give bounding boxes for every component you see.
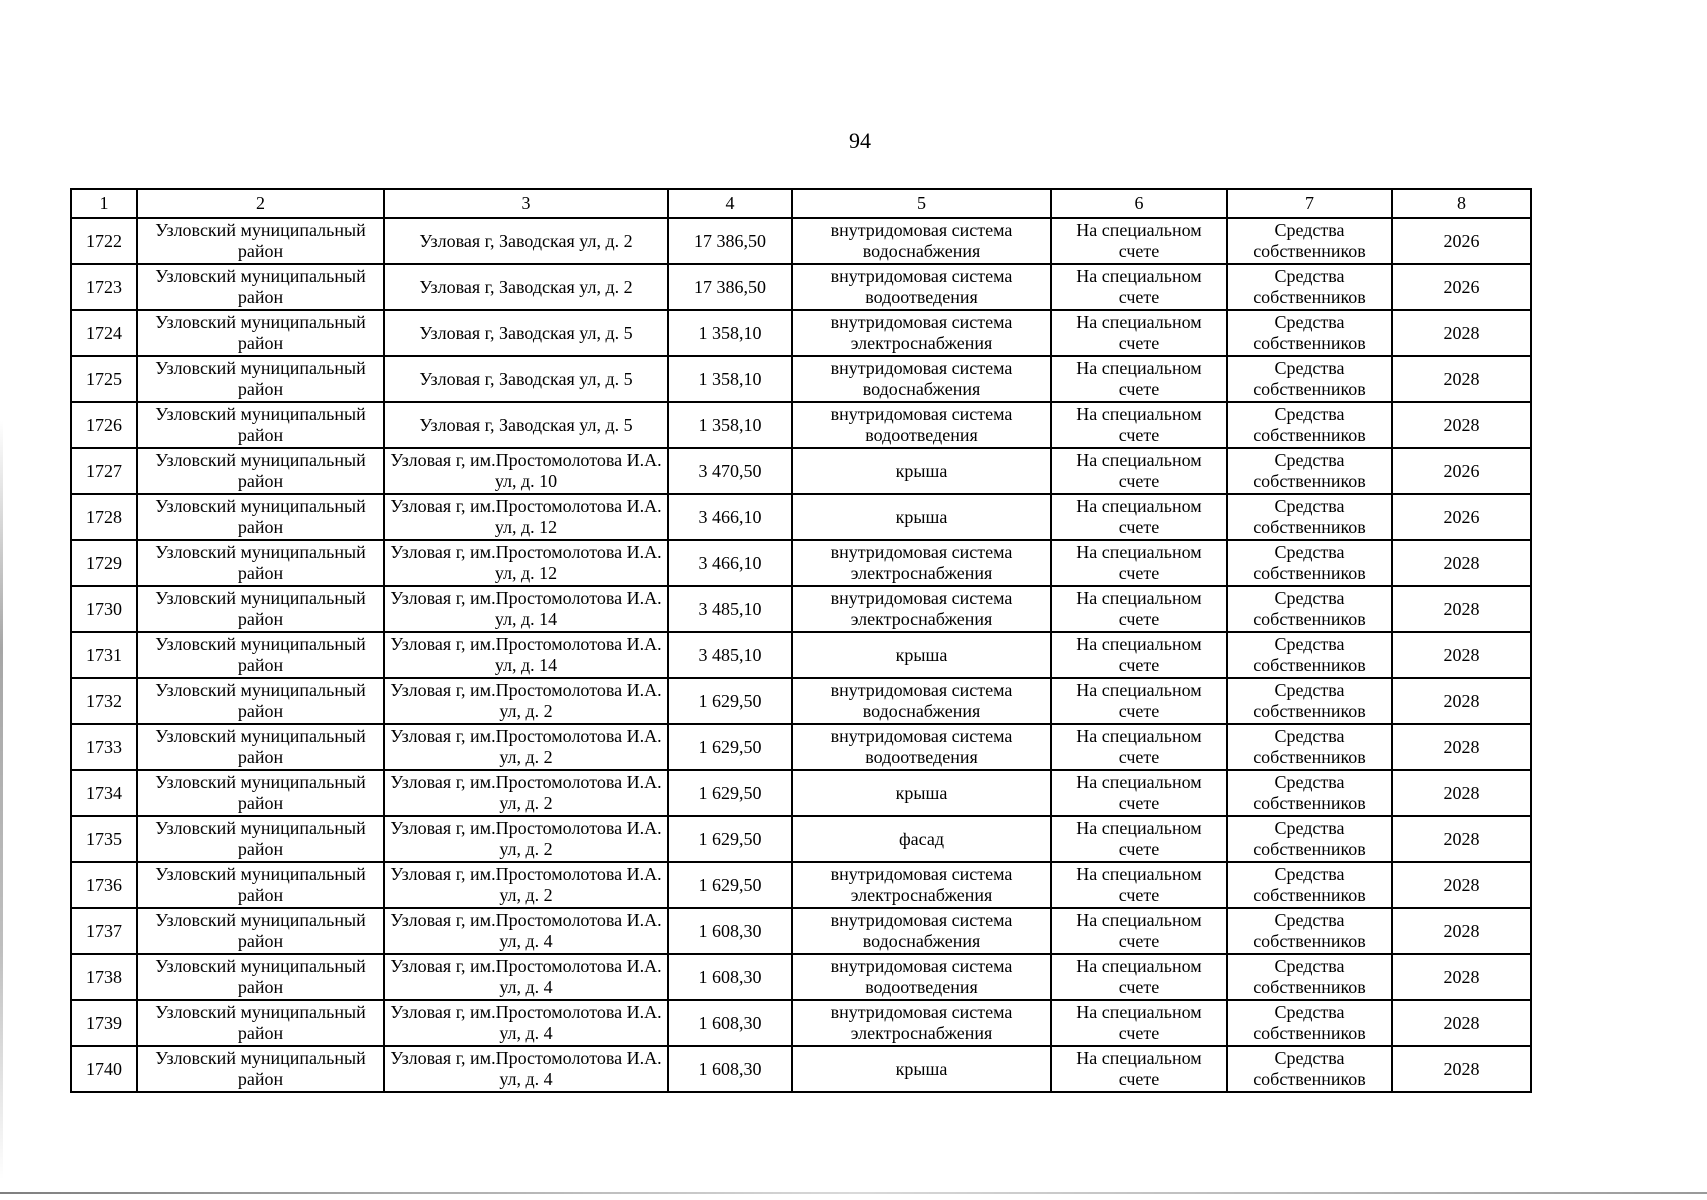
area-cell: 1 629,50 [668, 816, 792, 862]
funding-source-cell: Средства собственников [1227, 1000, 1392, 1046]
fund-method-cell: На специальном счете [1051, 264, 1227, 310]
fund-method-cell: На специальном счете [1051, 770, 1227, 816]
district-cell: Узловский муниципальный район [137, 954, 384, 1000]
year-cell: 2026 [1392, 218, 1531, 264]
district-cell: Узловский муниципальный район [137, 356, 384, 402]
fund-method-cell: На специальном счете [1051, 402, 1227, 448]
fund-method-cell: На специальном счете [1051, 862, 1227, 908]
table-row [71, 402, 1531, 448]
area-cell: 3 485,10 [668, 632, 792, 678]
funding-source-cell: Средства собственников [1227, 264, 1392, 310]
address-cell: Узловая г, им.Простомолотова И.А. ул, д. 2 [384, 678, 668, 724]
capital-repair-table [70, 188, 1532, 1093]
year-cell: 2028 [1392, 770, 1531, 816]
table-body [71, 218, 1531, 1092]
address-cell: Узловая г, Заводская ул, д. 2 [384, 264, 668, 310]
area-cell: 1 358,10 [668, 310, 792, 356]
funding-source-cell: Средства собственников [1227, 218, 1392, 264]
fund-method-cell: На специальном счете [1051, 678, 1227, 724]
district-cell: Узловский муниципальный район [137, 1046, 384, 1092]
page-number: 94 [849, 128, 871, 153]
funding-source-cell: Средства собственников [1227, 724, 1392, 770]
year-cell: 2026 [1392, 494, 1531, 540]
year-cell: 2028 [1392, 724, 1531, 770]
fund-method-cell: На специальном счете [1051, 494, 1227, 540]
address-cell: Узловая г, им.Простомолотова И.А. ул, д. 2 [384, 816, 668, 862]
scan-edge-left [0, 420, 3, 1180]
address-cell: Узловая г, им.Простомолотова И.А. ул, д. 10 [384, 448, 668, 494]
row-number-cell: 1723 [71, 264, 137, 310]
address-cell: Узловая г, им.Простомолотова И.А. ул, д. 12 [384, 540, 668, 586]
fund-method-cell: На специальном счете [1051, 954, 1227, 1000]
year-cell: 2028 [1392, 1000, 1531, 1046]
column-header-4: 4 [668, 189, 792, 218]
year-cell: 2028 [1392, 310, 1531, 356]
fund-method-cell: На специальном счете [1051, 1000, 1227, 1046]
column-header-5: 5 [792, 189, 1051, 218]
area-cell: 1 629,50 [668, 724, 792, 770]
table-row [71, 678, 1531, 724]
row-number-cell: 1735 [71, 816, 137, 862]
work-type-cell: внутридомовая система водоотведения [792, 954, 1051, 1000]
funding-source-cell: Средства собственников [1227, 816, 1392, 862]
district-cell: Узловский муниципальный район [137, 862, 384, 908]
column-header-2: 2 [137, 189, 384, 218]
year-cell: 2028 [1392, 954, 1531, 1000]
address-cell: Узловая г, им.Простомолотова И.А. ул, д. 2 [384, 862, 668, 908]
row-number-cell: 1740 [71, 1046, 137, 1092]
address-cell: Узловая г, им.Простомолотова И.А. ул, д. 4 [384, 954, 668, 1000]
funding-source-cell: Средства собственников [1227, 862, 1392, 908]
work-type-cell: внутридомовая система электроснабжения [792, 586, 1051, 632]
funding-source-cell: Средства собственников [1227, 448, 1392, 494]
work-type-cell: крыша [792, 770, 1051, 816]
table-row [71, 724, 1531, 770]
fund-method-cell: На специальном счете [1051, 356, 1227, 402]
table-row [71, 954, 1531, 1000]
row-number-cell: 1732 [71, 678, 137, 724]
address-cell: Узловая г, им.Простомолотова И.А. ул, д. 4 [384, 1046, 668, 1092]
row-number-cell: 1736 [71, 862, 137, 908]
year-cell: 2028 [1392, 402, 1531, 448]
work-type-cell: внутридомовая система водоснабжения [792, 356, 1051, 402]
area-cell: 17 386,50 [668, 264, 792, 310]
year-cell: 2028 [1392, 1046, 1531, 1092]
table-row [71, 540, 1531, 586]
funding-source-cell: Средства собственников [1227, 954, 1392, 1000]
district-cell: Узловский муниципальный район [137, 1000, 384, 1046]
work-type-cell: внутридомовая система водоотведения [792, 724, 1051, 770]
work-type-cell: крыша [792, 632, 1051, 678]
area-cell: 1 608,30 [668, 954, 792, 1000]
table-row [71, 310, 1531, 356]
table-row [71, 1000, 1531, 1046]
address-cell: Узловая г, им.Простомолотова И.А. ул, д. 14 [384, 632, 668, 678]
fund-method-cell: На специальном счете [1051, 632, 1227, 678]
fund-method-cell: На специальном счете [1051, 724, 1227, 770]
funding-source-cell: Средства собственников [1227, 632, 1392, 678]
year-cell: 2028 [1392, 586, 1531, 632]
area-cell: 1 629,50 [668, 770, 792, 816]
area-cell: 1 629,50 [668, 678, 792, 724]
work-type-cell: внутридомовая система водоотведения [792, 264, 1051, 310]
column-header-6: 6 [1051, 189, 1227, 218]
column-header-7: 7 [1227, 189, 1392, 218]
address-cell: Узловая г, им.Простомолотова И.А. ул, д. 4 [384, 908, 668, 954]
year-cell: 2028 [1392, 356, 1531, 402]
area-cell: 3 466,10 [668, 494, 792, 540]
district-cell: Узловский муниципальный район [137, 908, 384, 954]
table-row [71, 218, 1531, 264]
row-number-cell: 1726 [71, 402, 137, 448]
row-number-cell: 1725 [71, 356, 137, 402]
address-cell: Узловая г, им.Простомолотова И.А. ул, д. 12 [384, 494, 668, 540]
area-cell: 3 485,10 [668, 586, 792, 632]
area-cell: 1 608,30 [668, 908, 792, 954]
year-cell: 2028 [1392, 632, 1531, 678]
area-cell: 1 608,30 [668, 1000, 792, 1046]
year-cell: 2028 [1392, 862, 1531, 908]
funding-source-cell: Средства собственников [1227, 586, 1392, 632]
table-row [71, 586, 1531, 632]
district-cell: Узловский муниципальный район [137, 586, 384, 632]
column-header-1: 1 [71, 189, 137, 218]
funding-source-cell: Средства собственников [1227, 494, 1392, 540]
address-cell: Узловая г, им.Простомолотова И.А. ул, д. 2 [384, 724, 668, 770]
fund-method-cell: На специальном счете [1051, 1046, 1227, 1092]
address-cell: Узловая г, им.Простомолотова И.А. ул, д. 4 [384, 1000, 668, 1046]
work-type-cell: внутридомовая система электроснабжения [792, 540, 1051, 586]
funding-source-cell: Средства собственников [1227, 770, 1392, 816]
district-cell: Узловский муниципальный район [137, 632, 384, 678]
funding-source-cell: Средства собственников [1227, 908, 1392, 954]
table-row [71, 816, 1531, 862]
work-type-cell: внутридомовая система электроснабжения [792, 310, 1051, 356]
district-cell: Узловский муниципальный район [137, 540, 384, 586]
funding-source-cell: Средства собственников [1227, 540, 1392, 586]
year-cell: 2026 [1392, 448, 1531, 494]
address-cell: Узловая г, Заводская ул, д. 5 [384, 356, 668, 402]
table-row [71, 356, 1531, 402]
work-type-cell: внутридомовая система водоотведения [792, 402, 1051, 448]
funding-source-cell: Средства собственников [1227, 1046, 1392, 1092]
work-type-cell: внутридомовая система электроснабжения [792, 1000, 1051, 1046]
row-number-cell: 1727 [71, 448, 137, 494]
row-number-cell: 1738 [71, 954, 137, 1000]
row-number-cell: 1731 [71, 632, 137, 678]
district-cell: Узловский муниципальный район [137, 402, 384, 448]
row-number-cell: 1729 [71, 540, 137, 586]
fund-method-cell: На специальном счете [1051, 218, 1227, 264]
work-type-cell: внутридомовая система электроснабжения [792, 862, 1051, 908]
fund-method-cell: На специальном счете [1051, 586, 1227, 632]
work-type-cell: внутридомовая система водоснабжения [792, 218, 1051, 264]
district-cell: Узловский муниципальный район [137, 448, 384, 494]
area-cell: 3 466,10 [668, 540, 792, 586]
district-cell: Узловский муниципальный район [137, 724, 384, 770]
address-cell: Узловая г, Заводская ул, д. 5 [384, 402, 668, 448]
area-cell: 3 470,50 [668, 448, 792, 494]
funding-source-cell: Средства собственников [1227, 310, 1392, 356]
address-cell: Узловая г, им.Простомолотова И.А. ул, д. 14 [384, 586, 668, 632]
work-type-cell: крыша [792, 448, 1051, 494]
address-cell: Узловая г, им.Простомолотова И.А. ул, д. 2 [384, 770, 668, 816]
address-cell: Узловая г, Заводская ул, д. 2 [384, 218, 668, 264]
table-row [71, 1046, 1531, 1092]
area-cell: 1 358,10 [668, 402, 792, 448]
fund-method-cell: На специальном счете [1051, 908, 1227, 954]
year-cell: 2028 [1392, 908, 1531, 954]
row-number-cell: 1734 [71, 770, 137, 816]
district-cell: Узловский муниципальный район [137, 494, 384, 540]
table-row [71, 908, 1531, 954]
table-row [71, 264, 1531, 310]
work-type-cell: крыша [792, 1046, 1051, 1092]
work-type-cell: внутридомовая система водоснабжения [792, 678, 1051, 724]
district-cell: Узловский муниципальный район [137, 816, 384, 862]
work-type-cell: крыша [792, 494, 1051, 540]
funding-source-cell: Средства собственников [1227, 402, 1392, 448]
scan-edge-bottom [0, 1192, 1707, 1194]
funding-source-cell: Средства собственников [1227, 356, 1392, 402]
district-cell: Узловский муниципальный район [137, 770, 384, 816]
table-row [71, 494, 1531, 540]
table-row [71, 632, 1531, 678]
row-number-cell: 1724 [71, 310, 137, 356]
table-row [71, 862, 1531, 908]
year-cell: 2028 [1392, 816, 1531, 862]
district-cell: Узловский муниципальный район [137, 310, 384, 356]
district-cell: Узловский муниципальный район [137, 218, 384, 264]
address-cell: Узловая г, Заводская ул, д. 5 [384, 310, 668, 356]
row-number-cell: 1722 [71, 218, 137, 264]
row-number-cell: 1739 [71, 1000, 137, 1046]
area-cell: 1 358,10 [668, 356, 792, 402]
row-number-cell: 1737 [71, 908, 137, 954]
column-header-3: 3 [384, 189, 668, 218]
funding-source-cell: Средства собственников [1227, 678, 1392, 724]
year-cell: 2028 [1392, 678, 1531, 724]
work-type-cell: фасад [792, 816, 1051, 862]
fund-method-cell: На специальном счете [1051, 448, 1227, 494]
area-cell: 1 629,50 [668, 862, 792, 908]
table-row [71, 770, 1531, 816]
district-cell: Узловский муниципальный район [137, 678, 384, 724]
fund-method-cell: На специальном счете [1051, 310, 1227, 356]
district-cell: Узловский муниципальный район [137, 264, 384, 310]
work-type-cell: внутридомовая система водоснабжения [792, 908, 1051, 954]
fund-method-cell: На специальном счете [1051, 816, 1227, 862]
row-number-cell: 1730 [71, 586, 137, 632]
year-cell: 2028 [1392, 540, 1531, 586]
fund-method-cell: На специальном счете [1051, 540, 1227, 586]
column-header-8: 8 [1392, 189, 1531, 218]
area-cell: 17 386,50 [668, 218, 792, 264]
area-cell: 1 608,30 [668, 1046, 792, 1092]
row-number-cell: 1733 [71, 724, 137, 770]
year-cell: 2026 [1392, 264, 1531, 310]
row-number-cell: 1728 [71, 494, 137, 540]
table-row [71, 448, 1531, 494]
column-number-header-row [71, 189, 1531, 218]
